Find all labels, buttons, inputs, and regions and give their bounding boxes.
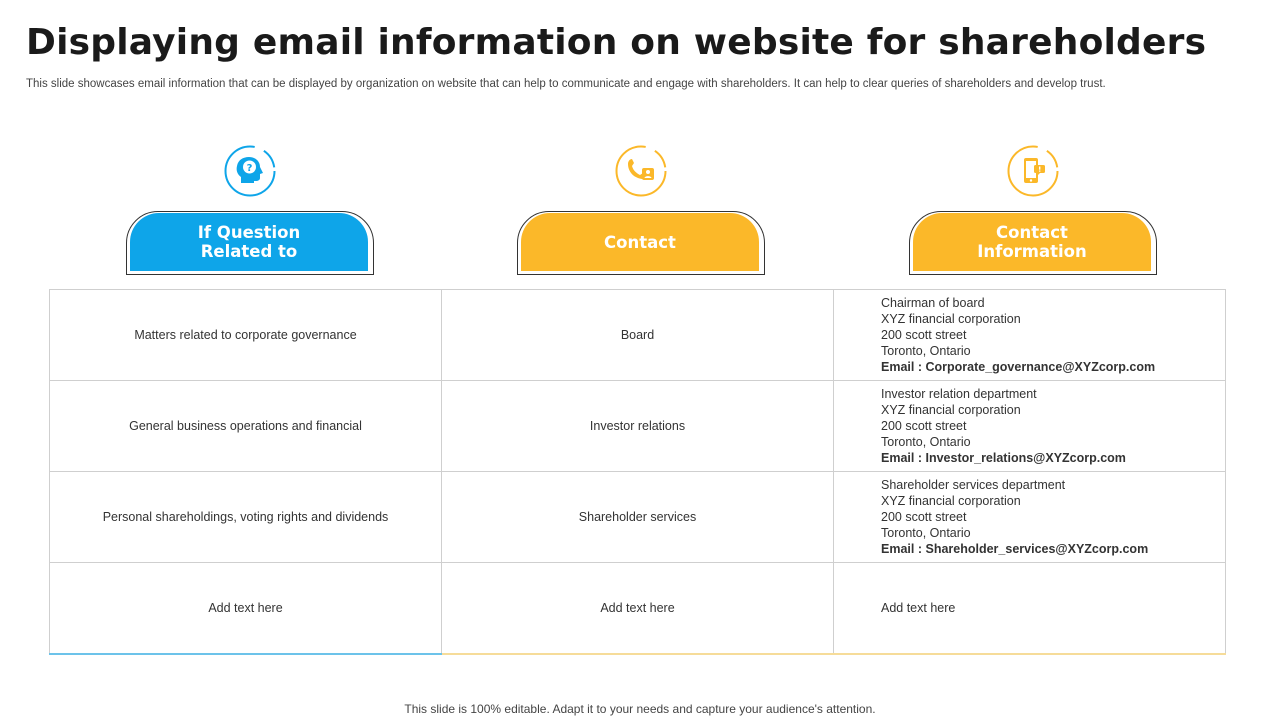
- contact-info-cell: Investor relation department XYZ financial corporation 200 scott street Toronto, Ontario Email : Investor_relations@XYZcorp.com: [834, 381, 1226, 472]
- contact-info-cell: Add text here: [834, 563, 1226, 655]
- column-tab-question: If Question Related to: [130, 213, 368, 271]
- contact-cell: Investor relations: [442, 381, 834, 472]
- question-cell: Personal shareholdings, voting rights and dividends: [50, 472, 442, 563]
- email-address: Corporate_governance@XYZcorp.com: [925, 360, 1156, 374]
- contact-cell: Shareholder services: [442, 472, 834, 563]
- phone-contact-icon: [615, 145, 667, 197]
- question-cell: Add text here: [50, 563, 442, 655]
- column-tab-contact-information: Contact Information: [913, 213, 1151, 271]
- svg-text:?: ?: [246, 163, 253, 174]
- contact-cell: Board: [442, 290, 834, 381]
- contact-cell: Add text here: [442, 563, 834, 655]
- email-address: Investor_relations@XYZcorp.com: [925, 451, 1126, 465]
- email-line: Email : Investor_relations@XYZcorp.com: [881, 451, 1126, 465]
- slide-subtitle: This slide showcases email information that can be displayed by organization on website that can help to communicate and engage with shareholders. It can help to clear queries of shareholders and develop trust.: [26, 78, 1106, 90]
- email-line: Email : Corporate_governance@XYZcorp.com: [881, 360, 1156, 374]
- mobile-message-icon: [1007, 145, 1059, 197]
- footer-note: This slide is 100% editable. Adapt it to your needs and capture your audience's attention.: [404, 702, 876, 716]
- column-tab-contact: Contact: [521, 213, 759, 271]
- email-address: Shareholder_services@XYZcorp.com: [925, 542, 1149, 556]
- column-header-question: [126, 145, 374, 277]
- column-header-contact-information: [909, 145, 1157, 277]
- question-cell: General business operations and financial: [50, 381, 442, 472]
- slide-title: Displaying email information on website for shareholders: [26, 22, 1207, 63]
- table-row: [50, 381, 1226, 472]
- table-row: [50, 563, 1226, 655]
- column-header-contact: [517, 145, 765, 277]
- table-row: [50, 290, 1226, 381]
- email-line: Email : Shareholder_services@XYZcorp.com: [881, 542, 1149, 556]
- contact-info-cell: Shareholder services department XYZ financial corporation 200 scott street Toronto, Ontario Email : Shareholder_services@XYZcorp.com: [834, 472, 1226, 563]
- contact-table: [49, 289, 1226, 655]
- table-row: [50, 472, 1226, 563]
- question-cell: Matters related to corporate governance: [50, 290, 442, 381]
- contact-info-cell: Chairman of board XYZ financial corporation 200 scott street Toronto, Ontario Email : Corporate_governance@XYZcorp.com: [834, 290, 1226, 381]
- question-head-icon: [224, 145, 276, 197]
